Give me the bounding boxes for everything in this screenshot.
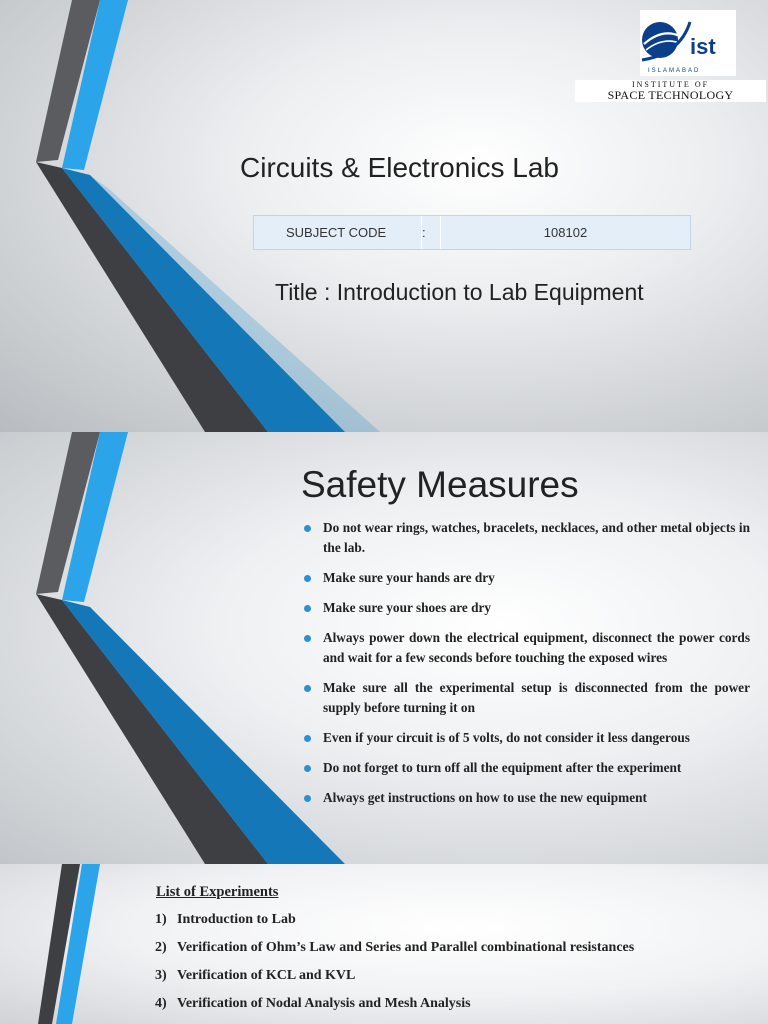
list-item: 1) Introduction to Lab <box>155 912 296 927</box>
subject-code-value: 108102 <box>543 225 588 240</box>
bullet-dot-icon <box>304 685 311 692</box>
slide-experiments <box>0 864 768 1024</box>
globe-logo-icon <box>640 10 736 76</box>
ist-logo <box>640 10 736 76</box>
subject-code-table <box>253 215 691 250</box>
subject-code-label: SUBJECT CODE <box>254 216 422 249</box>
list-item: 3) Verification of KCL and KVL <box>155 968 356 983</box>
list-item: Always get instructions on how to use the new equipment <box>300 788 750 808</box>
slide-safety <box>0 432 768 864</box>
list-item: Always power down the electrical equipment, disconnect the power cords and wait for a few seconds before touching the exposed wires <box>300 628 750 668</box>
list-item: Do not forget to turn off all the equipment after the experiment <box>300 758 750 778</box>
institute-name <box>575 80 766 102</box>
list-item: 4) Verification of Nodal Analysis and Mesh Analysis <box>155 996 471 1011</box>
slide-title <box>0 0 768 432</box>
list-item: Do not wear rings, watches, bracelets, necklaces, and other metal objects in the lab. <box>300 518 750 558</box>
bullet-dot-icon <box>304 795 311 802</box>
institute-top-text: INSTITUTE OF <box>631 80 710 89</box>
safety-list <box>300 518 750 818</box>
bullet-dot-icon <box>304 525 311 532</box>
lab-title: Circuits & Electronics Lab <box>240 152 560 183</box>
lecture-title: Title : Introduction to Lab Equipment <box>275 279 644 305</box>
bullet-dot-icon <box>304 735 311 742</box>
subject-code-separator: : <box>422 216 441 249</box>
list-item: Make sure your shoes are dry <box>300 598 750 618</box>
list-item: Even if your circuit is of 5 volts, do not consider it less dangerous <box>300 728 750 748</box>
bullet-dot-icon <box>304 635 311 642</box>
bullet-dot-icon <box>304 605 311 612</box>
experiments-list <box>155 906 634 1018</box>
list-item: 2) Verification of Ohm’s Law and Series and Parallel combinational resistances <box>155 940 635 955</box>
experiments-heading: List of Experiments <box>156 884 279 900</box>
logo-text: ist <box>690 34 716 59</box>
logo-subtext: ISLAMABAD <box>648 68 701 74</box>
safety-title: Safety Measures <box>301 464 579 505</box>
bullet-dot-icon <box>304 575 311 582</box>
institute-bottom-text: SPACE TECHNOLOGY <box>607 88 734 102</box>
list-item: Make sure your hands are dry <box>300 568 750 588</box>
list-item: Make sure all the experimental setup is disconnected from the power supply before turning it on <box>300 678 750 718</box>
bullet-dot-icon <box>304 765 311 772</box>
